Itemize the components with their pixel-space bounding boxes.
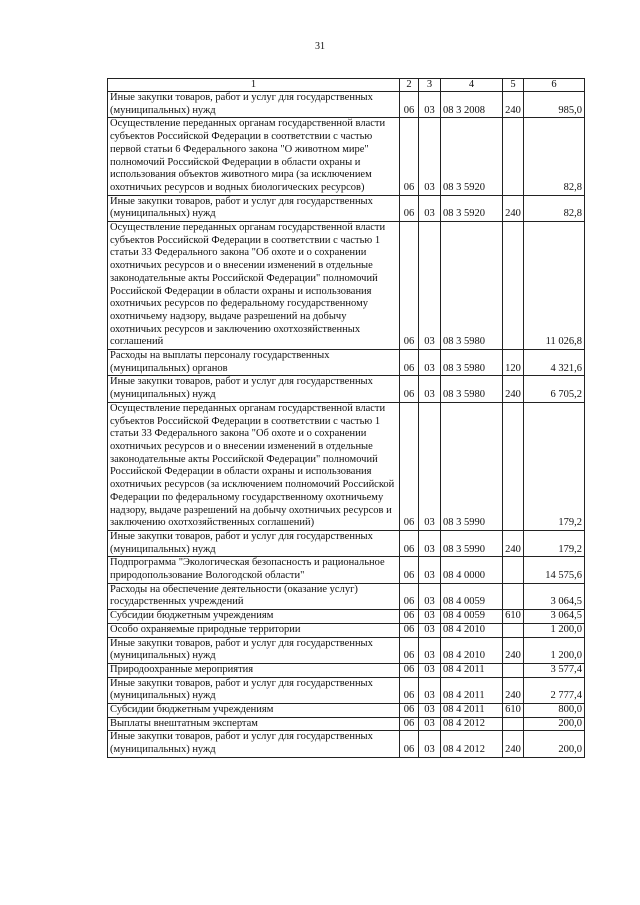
- row-section-cell: 06: [400, 623, 419, 637]
- row-expense-type-cell: [503, 663, 524, 677]
- row-amount-cell: 800,0: [524, 704, 585, 718]
- row-name-cell: Иные закупки товаров, работ и услуг для государственных (муниципальных) нужд: [108, 92, 400, 118]
- row-section-cell: 06: [400, 350, 419, 376]
- table-row: [108, 195, 585, 221]
- row-amount-cell: 2 777,4: [524, 677, 585, 703]
- row-expense-type-cell: 240: [503, 92, 524, 118]
- row-expense-type-cell: 610: [503, 704, 524, 718]
- row-amount-cell: 179,2: [524, 530, 585, 556]
- table-row: [108, 222, 585, 350]
- row-target-article-cell: 08 3 5980: [441, 350, 503, 376]
- table-row: [108, 663, 585, 677]
- row-amount-cell: 82,8: [524, 118, 585, 195]
- row-name-cell: Особо охраняемые природные территории: [108, 623, 400, 637]
- row-section-cell: 06: [400, 610, 419, 624]
- table-row: [108, 350, 585, 376]
- row-subsection-cell: 03: [419, 376, 441, 402]
- row-expense-type-cell: 240: [503, 731, 524, 757]
- row-subsection-cell: 03: [419, 557, 441, 583]
- row-target-article-cell: 08 4 0059: [441, 610, 503, 624]
- row-name-cell: Иные закупки товаров, работ и услуг для государственных (муниципальных) нужд: [108, 637, 400, 663]
- row-section-cell: 06: [400, 637, 419, 663]
- row-name-cell: Иные закупки товаров, работ и услуг для государственных (муниципальных) нужд: [108, 195, 400, 221]
- header-cell-expense-type: 5: [503, 79, 524, 92]
- row-expense-type-cell: [503, 118, 524, 195]
- row-subsection-cell: 03: [419, 195, 441, 221]
- row-section-cell: 06: [400, 663, 419, 677]
- row-subsection-cell: 03: [419, 350, 441, 376]
- row-subsection-cell: 03: [419, 92, 441, 118]
- row-subsection-cell: 03: [419, 530, 441, 556]
- table-row: [108, 118, 585, 195]
- row-expense-type-cell: 240: [503, 530, 524, 556]
- row-name-cell: Иные закупки товаров, работ и услуг для государственных (муниципальных) нужд: [108, 677, 400, 703]
- row-expense-type-cell: 240: [503, 637, 524, 663]
- row-expense-type-cell: 240: [503, 376, 524, 402]
- row-expense-type-cell: 120: [503, 350, 524, 376]
- header-cell-target-article: 4: [441, 79, 503, 92]
- row-amount-cell: 3 577,4: [524, 663, 585, 677]
- row-subsection-cell: 03: [419, 402, 441, 530]
- row-subsection-cell: 03: [419, 663, 441, 677]
- table-row: [108, 677, 585, 703]
- row-subsection-cell: 03: [419, 677, 441, 703]
- row-section-cell: 06: [400, 731, 419, 757]
- row-name-cell: Иные закупки товаров, работ и услуг для государственных (муниципальных) нужд: [108, 376, 400, 402]
- row-amount-cell: 3 064,5: [524, 583, 585, 609]
- header-cell-amount: 6: [524, 79, 585, 92]
- row-expense-type-cell: 240: [503, 195, 524, 221]
- row-section-cell: 06: [400, 677, 419, 703]
- row-section-cell: 06: [400, 557, 419, 583]
- row-section-cell: 06: [400, 92, 419, 118]
- row-section-cell: 06: [400, 195, 419, 221]
- row-name-cell: Субсидии бюджетным учреждениям: [108, 704, 400, 718]
- table-row: [108, 376, 585, 402]
- row-name-cell: Иные закупки товаров, работ и услуг для государственных (муниципальных) нужд: [108, 731, 400, 757]
- row-amount-cell: 6 705,2: [524, 376, 585, 402]
- row-subsection-cell: 03: [419, 610, 441, 624]
- table-row: [108, 583, 585, 609]
- row-section-cell: 06: [400, 118, 419, 195]
- row-name-cell: Субсидии бюджетным учреждениям: [108, 610, 400, 624]
- row-target-article-cell: 08 3 5980: [441, 376, 503, 402]
- header-row: [108, 79, 585, 92]
- row-subsection-cell: 03: [419, 717, 441, 731]
- row-section-cell: 06: [400, 530, 419, 556]
- header-cell-section: 2: [400, 79, 419, 92]
- row-expense-type-cell: [503, 402, 524, 530]
- header-cell-subsection: 3: [419, 79, 441, 92]
- row-amount-cell: 179,2: [524, 402, 585, 530]
- row-amount-cell: 4 321,6: [524, 350, 585, 376]
- budget-table: [107, 78, 585, 758]
- table-row: [108, 530, 585, 556]
- row-subsection-cell: 03: [419, 623, 441, 637]
- row-subsection-cell: 03: [419, 731, 441, 757]
- row-name-cell: Выплаты внештатным экспертам: [108, 717, 400, 731]
- table-row: [108, 402, 585, 530]
- row-subsection-cell: 03: [419, 222, 441, 350]
- row-subsection-cell: 03: [419, 704, 441, 718]
- row-target-article-cell: 08 4 2011: [441, 677, 503, 703]
- row-amount-cell: 11 026,8: [524, 222, 585, 350]
- row-name-cell: Расходы на обеспечение деятельности (оказание услуг) государственных учреждений: [108, 583, 400, 609]
- row-expense-type-cell: [503, 557, 524, 583]
- row-target-article-cell: 08 3 5990: [441, 530, 503, 556]
- row-amount-cell: 1 200,0: [524, 637, 585, 663]
- row-expense-type-cell: [503, 623, 524, 637]
- table-row: [108, 623, 585, 637]
- row-amount-cell: 14 575,6: [524, 557, 585, 583]
- row-name-cell: Осуществление переданных органам государственной власти субъектов Российской Федерации в соответствии с частью первой статьи 6 Федерального закона "О животном мире" полномочий Российской Федерации в области охраны и использования объектов животного мира (за исключением охотничьих ресурсов и водных биологических ресурсов): [108, 118, 400, 195]
- row-target-article-cell: 08 4 2012: [441, 731, 503, 757]
- row-section-cell: 06: [400, 717, 419, 731]
- row-section-cell: 06: [400, 583, 419, 609]
- row-amount-cell: 1 200,0: [524, 623, 585, 637]
- row-expense-type-cell: 610: [503, 610, 524, 624]
- table-row: [108, 557, 585, 583]
- row-target-article-cell: 08 3 5980: [441, 222, 503, 350]
- row-subsection-cell: 03: [419, 583, 441, 609]
- row-subsection-cell: 03: [419, 637, 441, 663]
- header-cell-name: 1: [108, 79, 400, 92]
- page-number: 31: [315, 41, 325, 52]
- table-row: [108, 92, 585, 118]
- row-target-article-cell: 08 4 2012: [441, 717, 503, 731]
- row-amount-cell: 3 064,5: [524, 610, 585, 624]
- row-target-article-cell: 08 3 5920: [441, 195, 503, 221]
- row-name-cell: Осуществление переданных органам государственной власти субъектов Российской Федерации в соответствии с частью 1 статьи 33 Федерального закона "Об охоте и о сохранении охотничьих ресурсов и о внесении изменений в отдельные законодательные акты Российской Федерации" полномочий Российской Федерации в области охраны и использования охотничьих ресурсов по федеральному государственному охотничьему надзору, выдаче разрешений на добычу охотничьих ресурсов и заключению охотхозяйственных соглашений: [108, 222, 400, 350]
- table-row: [108, 610, 585, 624]
- row-target-article-cell: 08 4 2010: [441, 637, 503, 663]
- row-expense-type-cell: [503, 583, 524, 609]
- row-section-cell: 06: [400, 222, 419, 350]
- row-name-cell: Осуществление переданных органам государственной власти субъектов Российской Федерации в соответствии с частью 1 статьи 33 Федерального закона "Об охоте и о сохранении охотничьих ресурсов и о внесении изменений в отдельные законодательные акты Российской Федерации" полномочий Российской Федерации в области охраны и использования охотничьих ресурсов (за исключением полномочий Российской Федерации по федеральному государственному охотничьему надзору, выдаче разрешений на добычу охотничьих ресурсов и заключению охотхозяйственных соглашений): [108, 402, 400, 530]
- table-row: [108, 637, 585, 663]
- row-target-article-cell: 08 4 2011: [441, 704, 503, 718]
- row-name-cell: Расходы на выплаты персоналу государственных (муниципальных) органов: [108, 350, 400, 376]
- row-amount-cell: 82,8: [524, 195, 585, 221]
- row-expense-type-cell: [503, 222, 524, 350]
- row-target-article-cell: 08 4 2011: [441, 663, 503, 677]
- row-name-cell: Природоохранные мероприятия: [108, 663, 400, 677]
- row-expense-type-cell: [503, 717, 524, 731]
- table-row: [108, 704, 585, 718]
- row-amount-cell: 200,0: [524, 731, 585, 757]
- row-target-article-cell: 08 4 0059: [441, 583, 503, 609]
- row-amount-cell: 200,0: [524, 717, 585, 731]
- row-section-cell: 06: [400, 376, 419, 402]
- row-expense-type-cell: 240: [503, 677, 524, 703]
- row-name-cell: Подпрограмма "Экологическая безопасность и рациональное природопользование Вологодской области": [108, 557, 400, 583]
- row-amount-cell: 985,0: [524, 92, 585, 118]
- row-name-cell: Иные закупки товаров, работ и услуг для государственных (муниципальных) нужд: [108, 530, 400, 556]
- row-target-article-cell: 08 3 5920: [441, 118, 503, 195]
- row-section-cell: 06: [400, 402, 419, 530]
- row-target-article-cell: 08 4 2010: [441, 623, 503, 637]
- row-target-article-cell: 08 4 0000: [441, 557, 503, 583]
- row-target-article-cell: 08 3 5990: [441, 402, 503, 530]
- row-section-cell: 06: [400, 704, 419, 718]
- table-row: [108, 731, 585, 757]
- table-row: [108, 717, 585, 731]
- row-target-article-cell: 08 3 2008: [441, 92, 503, 118]
- row-subsection-cell: 03: [419, 118, 441, 195]
